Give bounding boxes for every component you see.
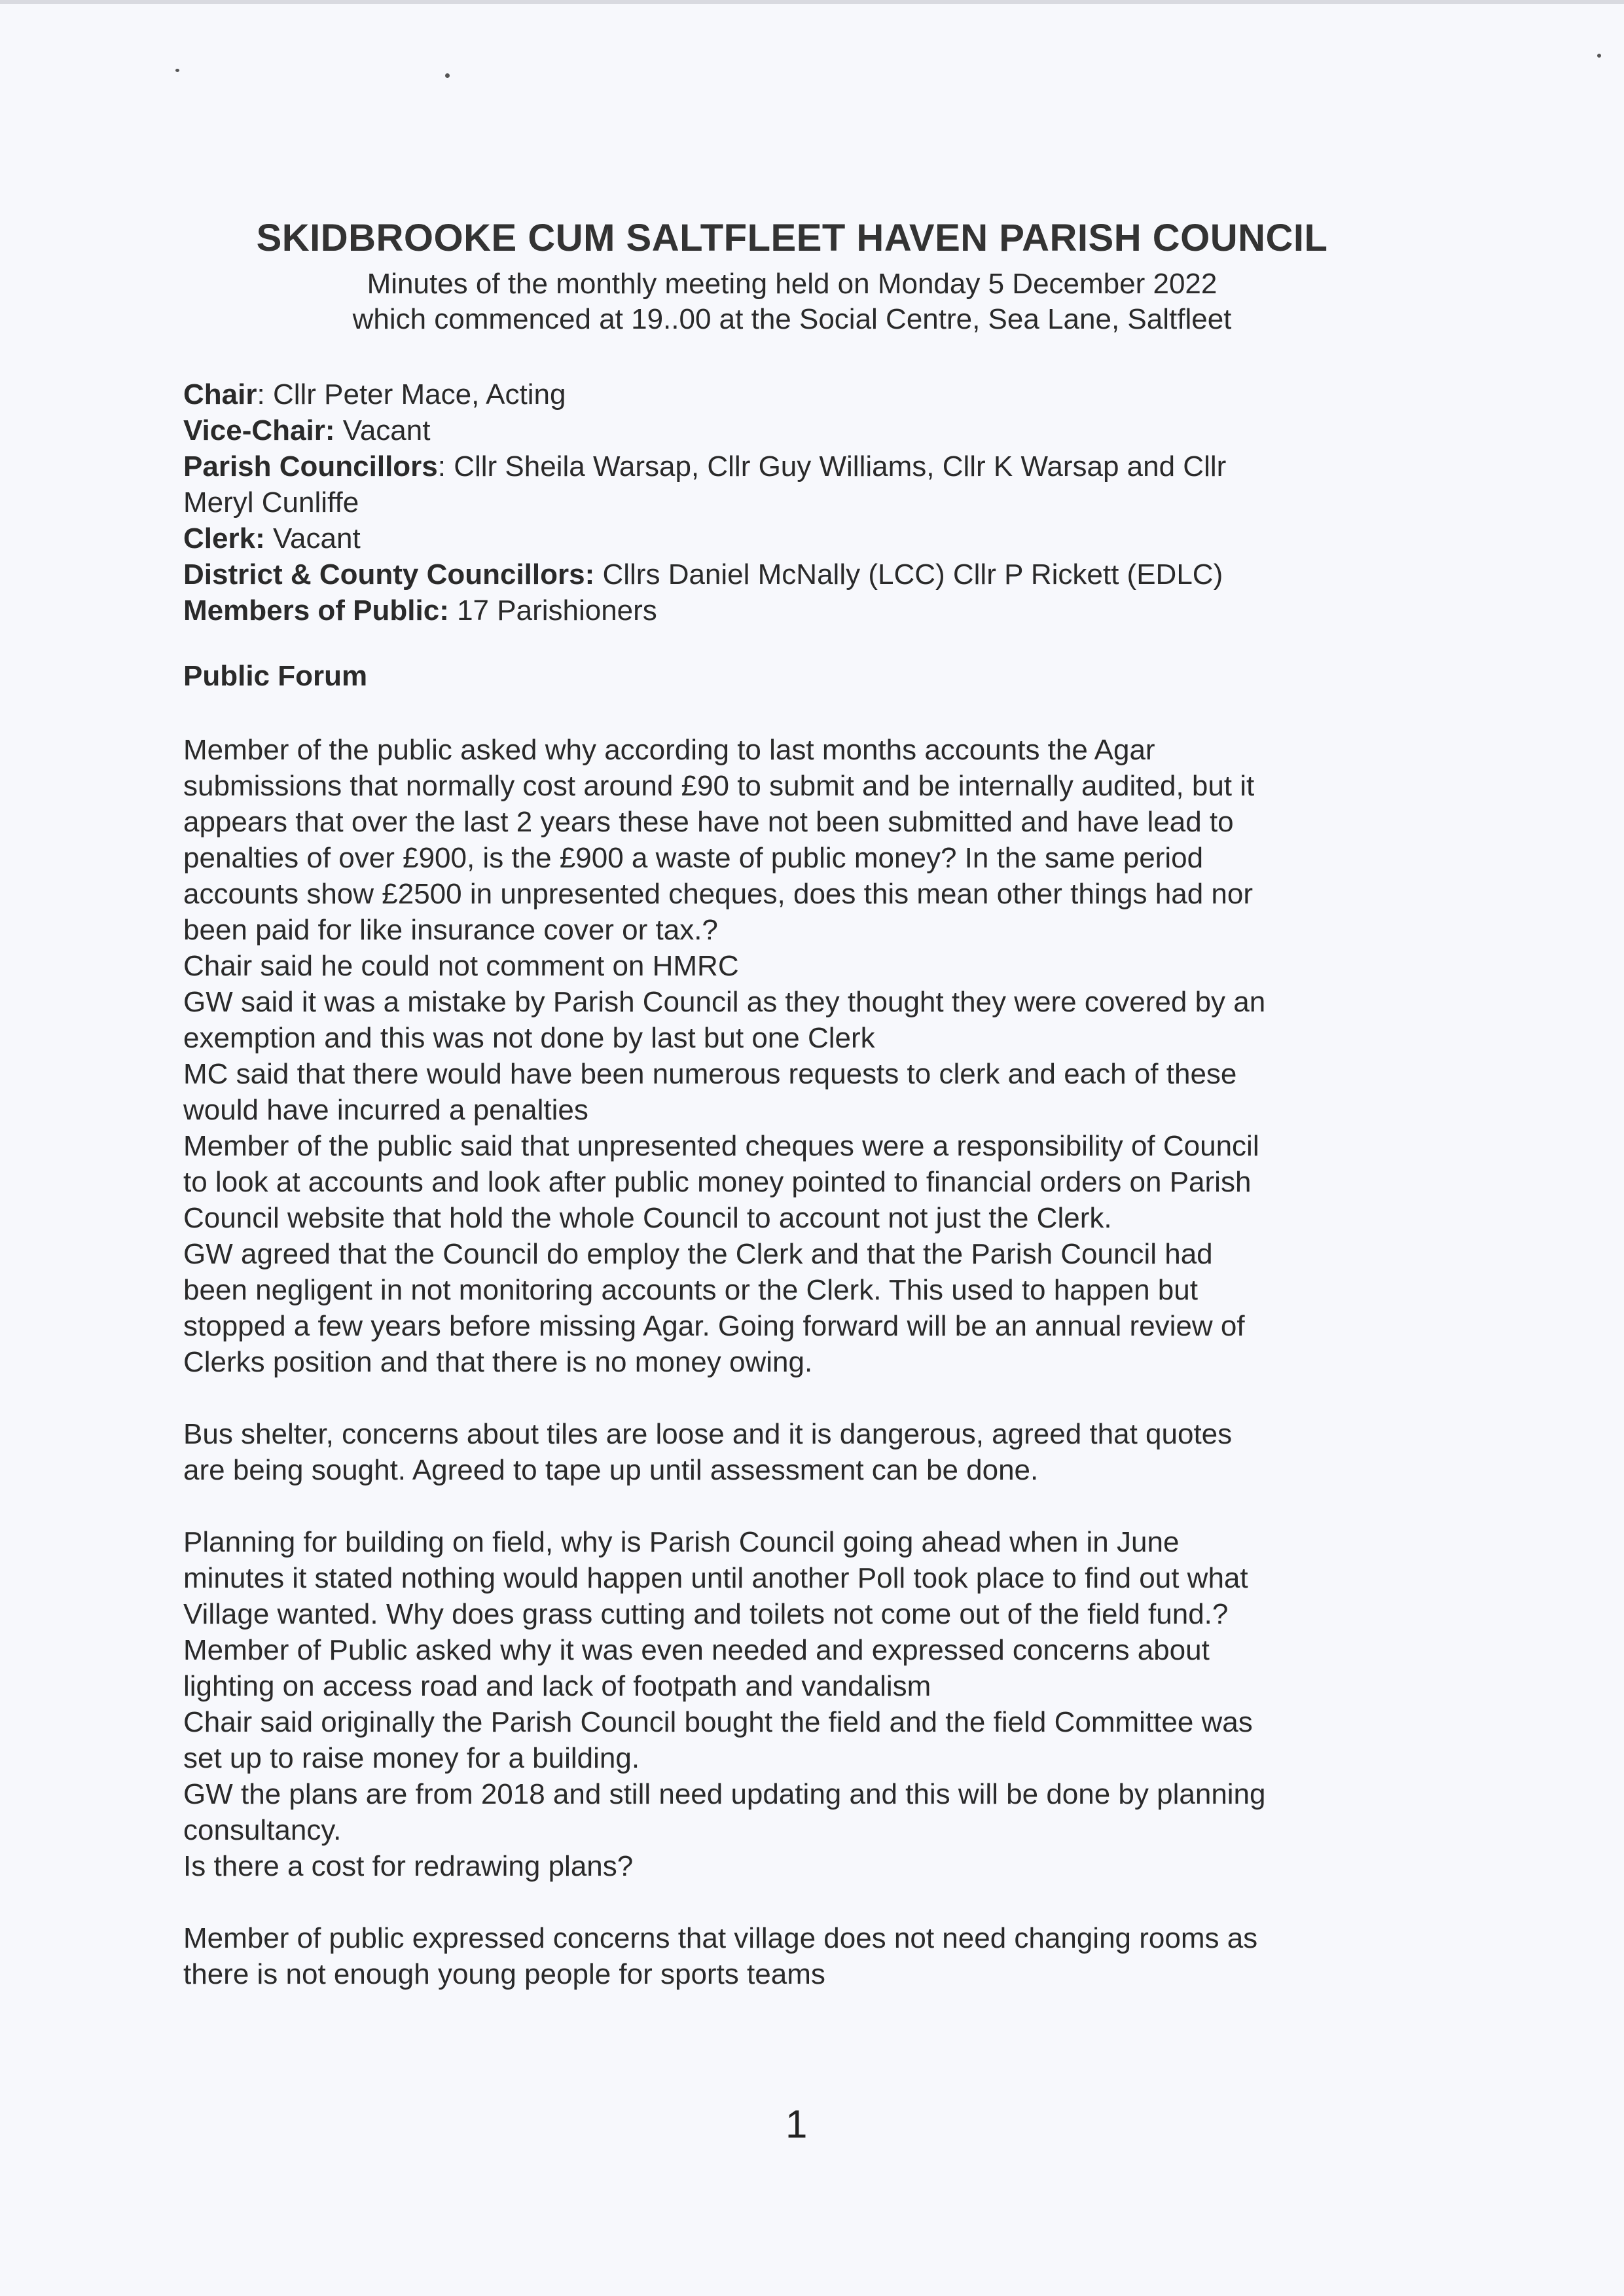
- attendance-value: 17 Parishioners: [457, 594, 657, 627]
- scan-speck: [1597, 54, 1601, 58]
- attendance-label: Vice-Chair:: [183, 414, 335, 446]
- text-line: stopped a few years before missing Agar. Going forward will be an annual review of: [183, 1310, 1245, 1342]
- text-line: accounts show £2500 in unpresented cheques, does this mean other things had nor: [183, 878, 1253, 910]
- text-line: Chair said originally the Parish Council bought the field and the field Committee was: [183, 1706, 1253, 1738]
- paragraph-gap: [183, 1488, 1388, 1524]
- attendance-row-councillors: [183, 448, 1388, 484]
- attendance-row-chair: [183, 376, 1388, 412]
- page-number: 1: [785, 2102, 808, 2146]
- minutes-page: [177, 216, 1388, 1992]
- text-line: Member of public expressed concerns that village does not need changing rooms as: [183, 1922, 1258, 1954]
- text-line: Planning for building on field, why is Parish Council going ahead when in June: [183, 1526, 1180, 1558]
- text-line: set up to raise money for a building.: [183, 1742, 640, 1774]
- attendance-separator: [594, 558, 602, 591]
- attendance-value: Vacant: [272, 522, 361, 555]
- attendance-row-councillors-cont: [183, 484, 1388, 520]
- text-line: consultancy.: [183, 1814, 342, 1846]
- text-line: submissions that normally cost around £90 to submit and be internally audited, but it: [183, 770, 1255, 802]
- council-title: SKIDBROOKE CUM SALTFLEET HAVEN PARISH COUNCIL: [256, 217, 1328, 259]
- scan-speck: [445, 73, 450, 78]
- attendance-label: Members of Public:: [183, 594, 449, 627]
- paragraph-gap: [183, 1380, 1388, 1416]
- scan-top-edge: [0, 0, 1624, 4]
- attendance-row-district-county: [183, 556, 1388, 592]
- subtitle-line: which commenced at 19..00 at the Social Centre, Sea Lane, Saltfleet: [352, 303, 1232, 335]
- attendance-label: Clerk:: [183, 522, 265, 555]
- attendance-value: Meryl Cunliffe: [183, 486, 359, 519]
- public-forum-heading: Public Forum: [183, 660, 368, 692]
- text-line: GW agreed that the Council do employ the Clerk and that the Parish Council had: [183, 1238, 1213, 1270]
- paragraph-gap: [183, 1884, 1388, 1920]
- text-line: MC said that there would have been numerous requests to clerk and each of these: [183, 1058, 1237, 1090]
- attendance-separator: [265, 522, 273, 555]
- text-line: Council website that hold the whole Council to account not just the Clerk.: [183, 1202, 1112, 1234]
- text-line: been paid for like insurance cover or tax.?: [183, 914, 718, 946]
- text-line: exemption and this was not done by last but one Clerk: [183, 1022, 875, 1054]
- attendance-row-clerk: [183, 520, 1388, 556]
- attendance-separator: :: [257, 378, 273, 410]
- attendance-label: District & County Councillors:: [183, 558, 595, 591]
- attendance-label: Chair: [183, 378, 257, 410]
- text-line: GW the plans are from 2018 and still need updating and this will be done by planning: [183, 1778, 1266, 1810]
- attendance-value: Cllrs Daniel McNally (LCC) Cllr P Rickett (EDLC): [602, 558, 1223, 591]
- text-line: Is there a cost for redrawing plans?: [183, 1850, 634, 1882]
- text-line: to look at accounts and look after public money pointed to financial orders on Parish: [183, 1166, 1252, 1198]
- text-line: appears that over the last 2 years these have not been submitted and have lead to: [183, 806, 1234, 838]
- attendance-value: Cllr Sheila Warsap, Cllr Guy Williams, Cllr K Warsap and Cllr: [454, 450, 1227, 483]
- attendance-row-public: [183, 592, 1388, 629]
- attendance-separator: :: [437, 450, 454, 483]
- text-line: been negligent in not monitoring accounts or the Clerk. This used to happen but: [183, 1274, 1198, 1306]
- forum-paragraph-accounts: [183, 732, 1388, 1992]
- text-line: there is not enough young people for sports teams: [183, 1958, 825, 1990]
- attendance-row-vice-chair: [183, 412, 1388, 448]
- text-line: GW said it was a mistake by Parish Council as they thought they were covered by an: [183, 986, 1266, 1018]
- text-line: lighting on access road and lack of footpath and vandalism: [183, 1670, 931, 1702]
- text-line: would have incurred a penalties: [183, 1094, 588, 1126]
- attendance-value: Vacant: [342, 414, 431, 446]
- text-line: penalties of over £900, is the £900 a waste of public money? In the same period: [183, 842, 1204, 874]
- subtitle-line: Minutes of the monthly meeting held on Monday 5 December 2022: [367, 268, 1218, 300]
- text-line: Member of Public asked why it was even needed and expressed concerns about: [183, 1634, 1210, 1666]
- scan-speck: [175, 69, 179, 72]
- text-line: minutes it stated nothing would happen until another Poll took place to find out what: [183, 1562, 1248, 1594]
- text-line: Bus shelter, concerns about tiles are loose and it is dangerous, agreed that quotes: [183, 1418, 1233, 1450]
- text-line: Chair said he could not comment on HMRC: [183, 950, 739, 982]
- text-line: Clerks position and that there is no money owing.: [183, 1346, 813, 1378]
- attendance-separator: [449, 594, 457, 627]
- text-line: Village wanted. Why does grass cutting and toilets not come out of the field fund.?: [183, 1598, 1229, 1630]
- attendance-separator: [335, 414, 343, 446]
- attendance-value: Cllr Peter Mace, Acting: [272, 378, 566, 410]
- meeting-subtitle: [196, 266, 1388, 337]
- text-line: Member of the public asked why according to last months accounts the Agar: [183, 734, 1155, 766]
- attendance-label: Parish Councillors: [183, 450, 438, 483]
- attendance-list: [183, 376, 1388, 629]
- text-line: Member of the public said that unpresented cheques were a responsibility of Council: [183, 1130, 1259, 1162]
- text-line: are being sought. Agreed to tape up until assessment can be done.: [183, 1454, 1039, 1486]
